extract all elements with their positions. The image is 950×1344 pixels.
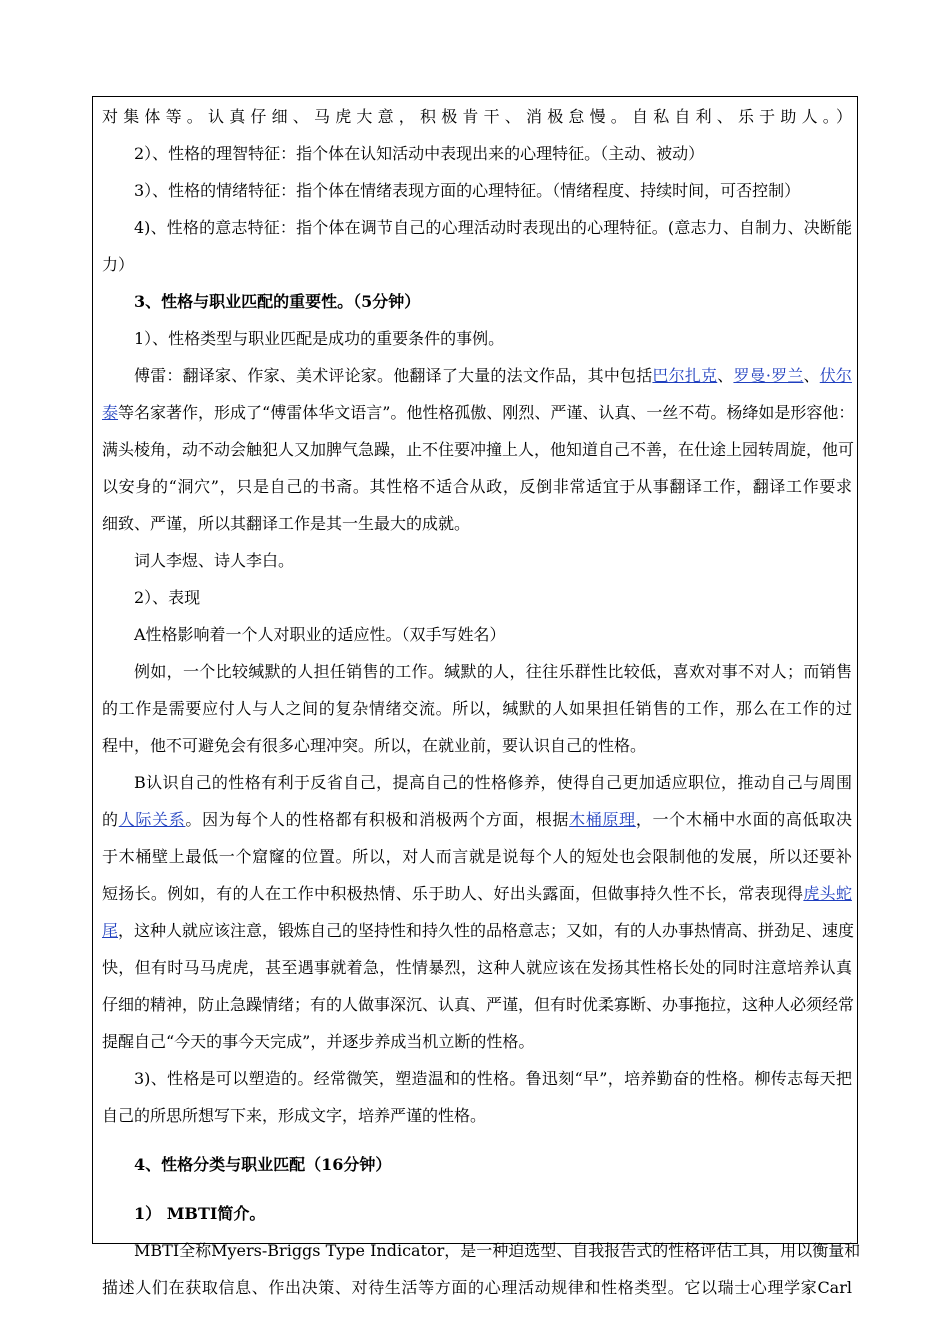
paragraph-line: 满头棱角，动不动会触犯人又加脾气急躁，止不住要冲撞上人，他知道自己不善，在仕途上园转周旋，他可 xyxy=(102,440,855,459)
link-tiger-head-cont[interactable]: 尾 xyxy=(102,921,119,940)
paragraph-line xyxy=(102,912,855,949)
paragraph-line: 自己的所思所想写下来，形成文字，培养严谨的性格。 xyxy=(102,1106,487,1125)
link-barrel-principle[interactable]: 木桶原理 xyxy=(569,810,636,829)
paragraph-line: 对集体等。认真仔细、马虎大意，积极肯干、消极怠慢。自私自利、乐于助人。） xyxy=(102,107,852,126)
link-voltaire[interactable]: 伏尔 xyxy=(819,366,852,385)
paragraph-line: A性格影响着一个人对职业的适应性。（双手写姓名） xyxy=(134,625,506,644)
text-span: 。因为每个人的性格都有积极和消极两个方面，根据 xyxy=(185,810,570,829)
paragraph-line xyxy=(102,394,855,431)
paragraph-line: 提醒自己“今天的事今天完成”，并逐步养成当机立断的性格。 xyxy=(102,1032,535,1051)
link-interpersonal[interactable]: 人际关系 xyxy=(118,810,186,829)
text-span: ，这种人就应该注意，锻炼自己的坚持性和持久性的品格意志；又如，有的人办事热情高、拼劲足、速度 xyxy=(118,921,855,940)
paragraph-line: 力） xyxy=(102,255,135,274)
link-voltaire-cont[interactable]: 泰 xyxy=(102,403,119,422)
paragraph-line: 1）、性格类型与职业匹配是成功的重要条件的事例。 xyxy=(134,329,505,348)
paragraph-line: 2）、性格的理智特征：指个体在认知活动中表现出来的心理特征。（主动、被动） xyxy=(134,144,705,163)
text-span: 傅雷：翻译家、作家、美术评论家。他翻译了大量的法文作品，其中包括 xyxy=(134,366,653,385)
text-span: 、 xyxy=(717,366,734,385)
paragraph-line: 描述人们在获取信息、作出决策、对待生活等方面的心理活动规律和性格类型。它以瑞士心理学家Carl xyxy=(102,1278,852,1297)
paragraph-line: 4)、性格的意志特征：指个体在调节自己的心理活动时表现出的心理特征。(意志力、自制力、决断能 xyxy=(134,218,852,237)
paragraph-line: 词人李煜、诗人李白。 xyxy=(134,551,295,570)
paragraph-line: 以安身的“洞穴”，只是自己的书斋。其性格不适合从政，反倒非常适宜于从事翻译工作，翻译工作要求 xyxy=(102,477,852,496)
paragraph-line: 3）、性格的情绪特征：指个体在情绪表现方面的心理特征。（情绪程度、持续时间，可否控制） xyxy=(134,181,801,200)
section-heading: 3、性格与职业匹配的重要性。（5分钟） xyxy=(134,292,421,311)
paragraph-line: 3)、性格是可以塑造的。经常微笑，塑造温和的性格。鲁迅刻“早”，培养勤奋的性格。柳传志每天把 xyxy=(134,1069,852,1088)
link-balzac[interactable]: 巴尔扎克 xyxy=(652,366,718,385)
section-heading: 4、性格分类与职业匹配（16分钟） xyxy=(134,1155,392,1174)
text-span: 的 xyxy=(102,810,119,829)
subsection-heading: 1） MBTI简介。 xyxy=(134,1204,266,1223)
paragraph-line xyxy=(102,801,852,838)
paragraph-line: 快，但有时马马虎虎，甚至遇事就着急，性情暴烈，这种人就应该在发扬其性格长处的同时注意培养认真 xyxy=(102,958,852,977)
link-romain-rolland[interactable]: 罗曼·罗兰 xyxy=(733,366,804,385)
link-tiger-head[interactable]: 虎头蛇 xyxy=(803,884,852,903)
paragraph-line: 2）、表现 xyxy=(134,588,201,607)
paragraph-line: 的工作是需要应付人与人之间的复杂情绪交流。所以，缄默的人如果担任销售的工作，那么在工作的过 xyxy=(102,699,852,718)
paragraph-line xyxy=(102,357,852,394)
text-span: 等名家著作，形成了“傅雷体华文语言”。他性格孤傲、刚烈、严谨、认真、一丝不苟。杨绛如是形容他： xyxy=(118,403,855,422)
paragraph-line: 于木桶壁上最低一个窟窿的位置。所以，对人而言就是说每个人的短处也会限制他的发展，所以还要补 xyxy=(102,847,852,866)
text-span: 短扬长。例如，有的人在工作中积极热情、乐于助人、好出头露面，但做事持久性不长，常表现得 xyxy=(102,884,804,903)
paragraph-line: B认识自己的性格有利于反省自己，提高自己的性格修养，使得自己更加适应职位，推动自己与周围 xyxy=(134,773,852,792)
text-span: ，一个木桶中水面的高低取决 xyxy=(635,810,852,829)
paragraph-line: MBTI全称Myers-Briggs Type Indicator，是一种迫选型、自我报告式的性格评估工具，用以衡量和 xyxy=(134,1241,861,1260)
text-span: 、 xyxy=(803,366,820,385)
paragraph-line: 例如，一个比较缄默的人担任销售的工作。缄默的人，往往乐群性比较低，喜欢对事不对人；而销售 xyxy=(134,662,852,681)
paragraph-line: 仔细的精神，防止急躁情绪；有的人做事深沉、认真、严谨，但有时优柔寡断、办事拖拉，这种人必须经常 xyxy=(102,995,855,1014)
document-body xyxy=(102,98,861,1306)
paragraph-line: 程中，他不可避免会有很多心理冲突。所以，在就业前，要认识自己的性格。 xyxy=(102,736,647,755)
paragraph-line: 细致、严谨，所以其翻译工作是其一生最大的成就。 xyxy=(102,514,471,533)
paragraph-line xyxy=(102,875,852,912)
